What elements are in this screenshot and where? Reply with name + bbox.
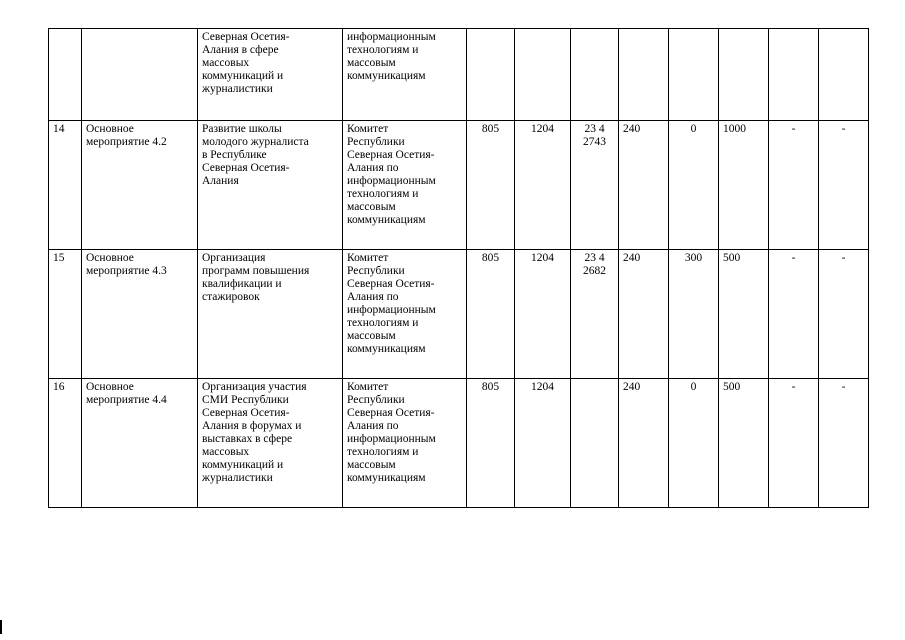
grbs-cell: 805 xyxy=(467,250,515,379)
rzpr-cell: 1204 xyxy=(515,121,571,250)
table-row xyxy=(49,379,869,508)
activity-cell: Основное мероприятие 4.4 xyxy=(82,379,198,508)
executor-cell: Комитет Республики Северная Осетия- Алания по информационным технологиям и массовым коммуникациям xyxy=(343,250,467,379)
year2-cell xyxy=(719,29,769,121)
year1-cell xyxy=(669,29,719,121)
year4-cell xyxy=(819,29,869,121)
executor-cell: Комитет Республики Северная Осетия- Алания по информационным технологиям и массовым коммуникациям xyxy=(343,379,467,508)
year3-cell xyxy=(769,29,819,121)
year1-cell: 0 xyxy=(669,121,719,250)
row-number-cell: 14 xyxy=(49,121,82,250)
csr-cell: 23 4 2743 xyxy=(571,121,619,250)
year4-cell: - xyxy=(819,121,869,250)
executor-cell: Комитет Республики Северная Осетия- Алания по информационным технологиям и массовым коммуникациям xyxy=(343,121,467,250)
grbs-cell: 805 xyxy=(467,379,515,508)
activity-cell: Основное мероприятие 4.3 xyxy=(82,250,198,379)
grbs-cell xyxy=(467,29,515,121)
description-cell: Северная Осетия- Алания в сфере массовых коммуникаций и журналистики xyxy=(198,29,343,121)
csr-cell: 23 4 2682 xyxy=(571,250,619,379)
vr-cell: 240 xyxy=(619,250,669,379)
year2-cell: 500 xyxy=(719,379,769,508)
year4-cell: - xyxy=(819,379,869,508)
description-cell: Организация программ повышения квалификации и стажировок xyxy=(198,250,343,379)
vr-cell xyxy=(619,29,669,121)
description-cell: Организация участия СМИ Республики Северная Осетия- Алания в форумах и выставках в сфере массовых коммуникаций и журналистики xyxy=(198,379,343,508)
year2-cell: 500 xyxy=(719,250,769,379)
grbs-cell: 805 xyxy=(467,121,515,250)
year3-cell: - xyxy=(769,379,819,508)
row-number-cell: 16 xyxy=(49,379,82,508)
year3-cell: - xyxy=(769,121,819,250)
program-activities-table xyxy=(48,28,869,508)
rzpr-cell: 1204 xyxy=(515,379,571,508)
year4-cell: - xyxy=(819,250,869,379)
year1-cell: 300 xyxy=(669,250,719,379)
scan-edge-mark xyxy=(0,620,2,634)
year2-cell: 1000 xyxy=(719,121,769,250)
csr-cell xyxy=(571,379,619,508)
activity-cell xyxy=(82,29,198,121)
vr-cell: 240 xyxy=(619,121,669,250)
activity-cell: Основное мероприятие 4.2 xyxy=(82,121,198,250)
row-number-cell: 15 xyxy=(49,250,82,379)
executor-cell: информационным технологиям и массовым коммуникациям xyxy=(343,29,467,121)
year3-cell: - xyxy=(769,250,819,379)
year1-cell: 0 xyxy=(669,379,719,508)
table-row xyxy=(49,121,869,250)
vr-cell: 240 xyxy=(619,379,669,508)
row-number-cell xyxy=(49,29,82,121)
rzpr-cell xyxy=(515,29,571,121)
table-row xyxy=(49,29,869,121)
rzpr-cell: 1204 xyxy=(515,250,571,379)
description-cell: Развитие школы молодого журналиста в Республике Северная Осетия- Алания xyxy=(198,121,343,250)
table-row xyxy=(49,250,869,379)
csr-cell xyxy=(571,29,619,121)
